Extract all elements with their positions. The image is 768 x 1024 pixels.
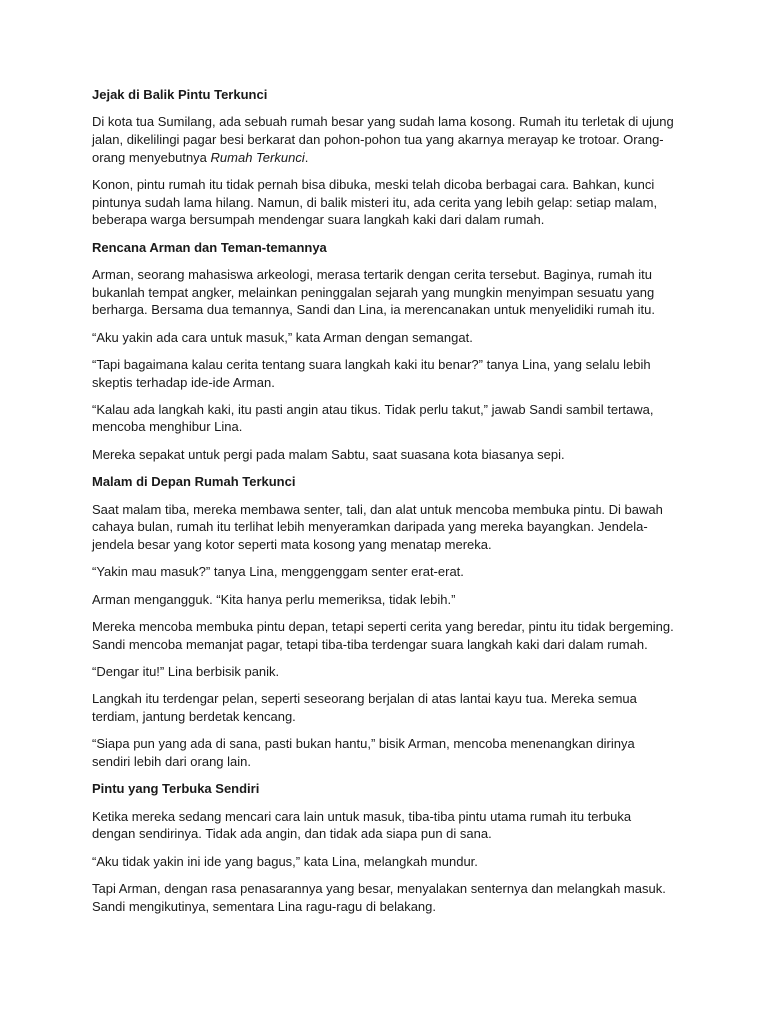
paragraph-8: Saat malam tiba, mereka membawa senter, tali, dan alat untuk mencoba membuka pintu. Di bawah cahaya bulan, rumah itu terlihat lebih menyeramkan daripada yang mereka bayangkan. Jendela-jendela besar yang kotor seperti mata kosong yang menatap mereka.: [92, 501, 663, 552]
paragraph-10: Arman mengangguk. “Kita hanya perlu memeriksa, tidak lebih.”: [92, 591, 456, 607]
section-heading-pintu: Pintu yang Terbuka Sendiri: [92, 781, 260, 797]
paragraph-7: Mereka sepakat untuk pergi pada malam Sabtu, saat suasana kota biasanya sepi.: [92, 446, 565, 462]
paragraph-13: Langkah itu terdengar pelan, seperti seseorang berjalan di atas lantai kayu tua. Mereka semua terdiam, jantung berdetak kencang.: [92, 691, 637, 724]
paragraph-14: “Siapa pun yang ada di sana, pasti bukan hantu,” bisik Arman, mencoba menenangkan dirinya sendiri lebih dari orang lain.: [92, 736, 635, 769]
paragraph-4: “Aku yakin ada cara untuk masuk,” kata Arman dengan semangat.: [92, 329, 473, 345]
paragraph-17: Tapi Arman, dengan rasa penasarannya yang besar, menyalakan senternya dan melangkah masuk. Sandi mengikutinya, sementara Lina ragu-ragu di belakang.: [92, 881, 666, 914]
paragraph-6: “Kalau ada langkah kaki, itu pasti angin atau tikus. Tidak perlu takut,” jawab Sandi sambil tertawa, mencoba menghibur Lina.: [92, 401, 654, 435]
section-heading-malam: Malam di Depan Rumah Terkunci: [92, 474, 296, 490]
document-title: Jejak di Balik Pintu Terkunci: [92, 87, 268, 102]
paragraph-1-text: Di kota tua Sumilang, ada sebuah rumah besar yang sudah lama kosong. Rumah itu terletak di ujung jalan, dikelilingi pagar besi berkarat dan pohon-pohon tua yang akarnya merayap ke trotoar. Orang-orang menyebutnya: [92, 114, 674, 165]
paragraph-1-end: .: [304, 149, 309, 165]
document-page: [92, 86, 676, 925]
paragraph-11: Mereka mencoba membuka pintu depan, tetapi seperti cerita yang beredar, pintu itu tidak bergeming. Sandi mencoba memanjat pagar, tetapi tiba-tiba terdengar suara langkah kaki dari dalam rumah.: [92, 619, 674, 652]
paragraph-1-italic: Rumah Terkunci: [210, 149, 305, 165]
paragraph-16: “Aku tidak yakin ini ide yang bagus,” kata Lina, melangkah mundur.: [92, 853, 478, 869]
paragraph-15: Ketika mereka sedang mencari cara lain untuk masuk, tiba-tiba pintu utama rumah itu terbuka dengan sendirinya. Tidak ada angin, dan tidak ada siapa pun di sana.: [92, 808, 632, 842]
paragraph-9: “Yakin mau masuk?” tanya Lina, menggenggam senter erat-erat.: [92, 564, 464, 580]
paragraph-12: “Dengar itu!” Lina berbisik panik.: [92, 664, 280, 679]
paragraph-3: Arman, seorang mahasiswa arkeologi, merasa tertarik dengan cerita tersebut. Baginya, rumah itu bukanlah tempat angker, melainkan peninggalan sejarah yang mungkin menyimpan sesuatu yang berharga. Bersama dua temannya, Sandi dan Lina, ia merencanakan untuk menyelidiki rumah itu.: [92, 266, 655, 318]
section-heading-rencana: Rencana Arman dan Teman-temannya: [92, 239, 327, 255]
paragraph-1: [92, 113, 676, 166]
paragraph-5: “Tapi bagaimana kalau cerita tentang suara langkah kaki itu benar?” tanya Lina, yang selalu lebih skeptis terhadap ide-ide Arman.: [92, 356, 651, 390]
paragraph-2: Konon, pintu rumah itu tidak pernah bisa dibuka, meski telah dicoba berbagai cara. Bahkan, kunci pintunya sudah lama hilang. Namun, di balik misteri itu, ada cerita yang lebih gelap: setiap malam, beberapa warga bersumpah mendengar suara langkah kaki dari dalam rumah.: [92, 176, 658, 228]
